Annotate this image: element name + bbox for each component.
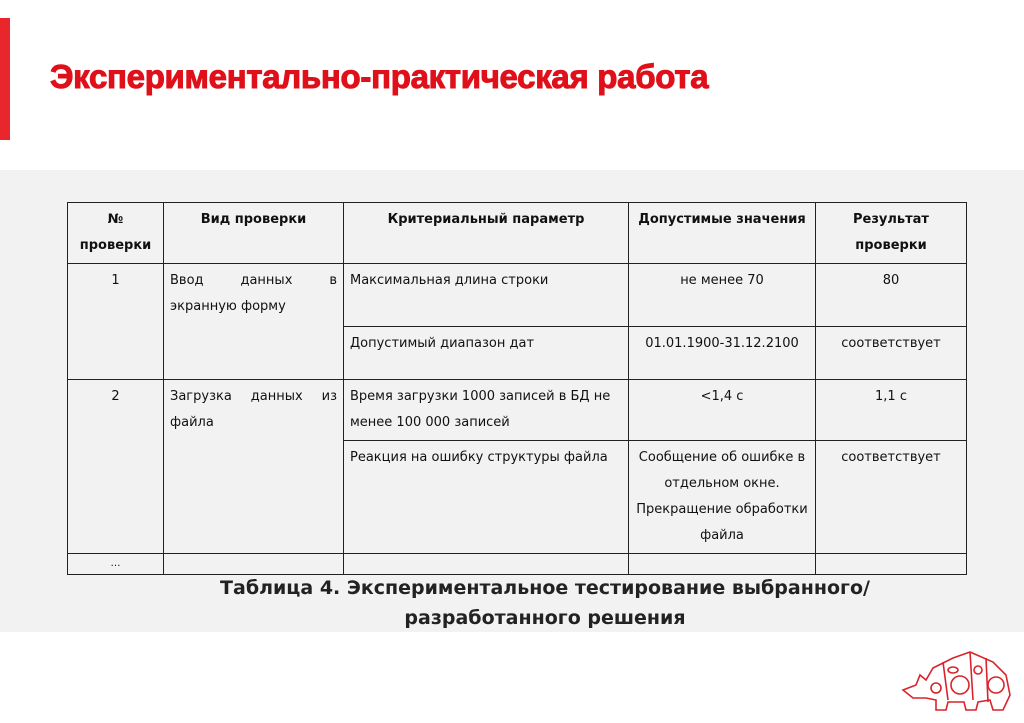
cell-num: 1 [68, 264, 164, 380]
cell-result: соответствует [816, 327, 967, 380]
table-row [68, 264, 967, 327]
rhino-logo-icon [898, 640, 1018, 715]
cell-param: Допустимый диапазон дат [344, 327, 629, 380]
test-table [67, 202, 967, 575]
caption-text: Таблица 4. Экспериментальное тестирование выбранного/ разработанного решения [220, 577, 870, 629]
cell-empty [816, 554, 967, 575]
header-type: Вид проверки [164, 203, 344, 264]
accent-bar [0, 18, 10, 140]
table-header-row [68, 203, 967, 264]
cell-ellipsis: … [68, 554, 164, 575]
cell-allowed: <1,4 с [629, 380, 816, 441]
cell-empty [164, 554, 344, 575]
cell-empty [344, 554, 629, 575]
cell-allowed: не менее 70 [629, 264, 816, 327]
header-result: Результат проверки [816, 203, 967, 264]
cell-param: Максимальная длина строки [344, 264, 629, 327]
table-row [68, 380, 967, 441]
cell-result: 1,1 с [816, 380, 967, 441]
cell-type: Загрузка данных из файла [164, 380, 344, 554]
cell-allowed: 01.01.1900-31.12.2100 [629, 327, 816, 380]
table-row-ellipsis [68, 554, 967, 575]
cell-result: соответствует [816, 441, 967, 554]
header-allowed: Допустимые значения [629, 203, 816, 264]
cell-allowed: Сообщение об ошибке в отдельном окне. Прекращение обработки файла [629, 441, 816, 554]
table-caption [0, 573, 1024, 633]
cell-empty [629, 554, 816, 575]
cell-result: 80 [816, 264, 967, 327]
slide-title: Экспериментально-практическая работа [50, 58, 709, 95]
cell-type: Ввод данных в экранную форму [164, 264, 344, 380]
cell-param: Время загрузки 1000 записей в БД не менее 100 000 записей [344, 380, 629, 441]
header-num: № проверки [68, 203, 164, 264]
cell-param: Реакция на ошибку структуры файла [344, 441, 629, 554]
cell-num: 2 [68, 380, 164, 554]
header-param: Критериальный параметр [344, 203, 629, 264]
